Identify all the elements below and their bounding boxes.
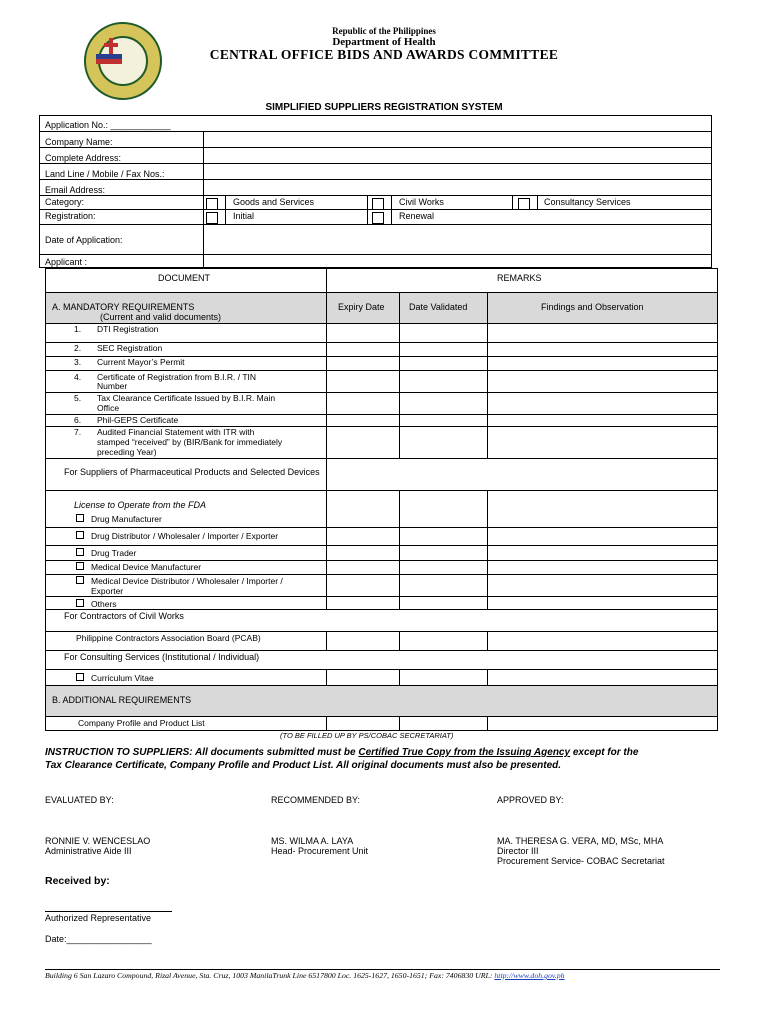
applicant-info-table [39,115,712,268]
mandatory-item-number: 6. [74,415,82,425]
civil-works-heading: For Contractors of Civil Works [64,611,184,621]
pcab-item: Philippine Contractors Association Board (PCAB) [76,633,261,643]
drug-trader-checkbox[interactable] [76,548,84,556]
approved-name: MA. THERESA G. VERA, MD, MSc, MHA [497,836,664,846]
mandatory-item: Audited Financial Statement with ITR with [97,427,255,437]
committee-line: CENTRAL OFFICE BIDS AND AWARDS COMMITTEE [209,47,559,62]
mandatory-item-continuation: Number [97,381,128,391]
mandatory-item: Current Mayor’s Permit [97,357,185,367]
evaluated-by-label: EVALUATED BY: [45,795,114,805]
republic-line: Republic of the Philippines [332,26,436,36]
mandatory-item-number: 7. [74,427,82,437]
footer-address-text: Building 6 San Lazaro Compound, Rizal Avenue, Sta. Cruz, 1003 ManilaTrunk Line 6517800 Loc. 1625-1627, 1650-1651; Fax: 7406830 URL: [45,971,495,980]
fda-item: Medical Device Manufacturer [91,562,202,572]
mandatory-item: Certificate of Registration from B.I.R. / TIN [97,372,257,382]
recommended-title: Head- Procurement Unit [271,846,369,856]
fda-license-heading: License to Operate from the FDA [74,500,207,510]
registration-label: Registration: [45,211,96,221]
mandatory-item-continuation: preceding Year) [97,447,157,457]
evaluated-name: RONNIE V. WENCESLAO [45,836,151,846]
medical-device-manufacturer-checkbox[interactable] [76,562,84,570]
system-title: SIMPLIFIED SUPPLIERS REGISTRATION SYSTEM [265,102,503,113]
goods-services-label: Goods and Services [233,197,315,207]
mandatory-item-number: 3. [74,357,82,367]
consultancy-checkbox[interactable] [518,198,530,210]
approved-by-label: APPROVED BY: [497,795,564,805]
fda-item: Medical Device Distributor / Wholesaler / Importer / [91,576,283,586]
initial-label: Initial [233,211,255,221]
section-b-heading: B. ADDITIONAL REQUIREMENTS [52,695,192,705]
section-a-subheading: (Current and valid documents) [100,312,222,322]
application-no-label: Application No.: ____________ [45,120,171,130]
landline-label: Land Line / Mobile / Fax Nos.: [45,169,165,179]
findings-header: Findings and Observation [541,302,644,312]
curriculum-vitae-item: Curriculum Vitae [91,673,154,683]
section-a-heading: A. MANDATORY REQUIREMENTS [52,302,195,312]
mandatory-item-continuation: Office [97,403,120,413]
remarks-column-header: REMARKS [497,273,542,283]
mandatory-item-continuation: stamped “received” by (BIR/Bank for immediately [97,437,283,447]
mandatory-item: SEC Registration [97,343,163,353]
fda-item: Drug Trader [91,548,137,558]
applicant-label: Applicant : [45,257,88,267]
consulting-heading: For Consulting Services (Institutional / Individual) [64,652,260,662]
instruction-text [45,746,735,759]
fda-item: Drug Distributor / Wholesaler / Importer / Exporter [91,531,279,541]
secretariat-note: (TO BE FILLED UP BY PS/COBAC SECRETARIAT) [280,731,454,740]
complete-address-label: Complete Address: [45,153,122,163]
received-by-label: Received by: [45,875,110,887]
renewal-label: Renewal [399,211,435,221]
curriculum-vitae-checkbox[interactable] [76,673,84,681]
date-of-application-label: Date of Application: [45,235,123,245]
expiry-date-header: Expiry Date [338,302,385,312]
drug-manufacturer-checkbox[interactable] [76,514,84,522]
mandatory-item-number: 5. [74,393,82,403]
email-label: Email Address: [45,185,106,195]
footer-address [45,971,565,980]
department-line: Department of Health [332,36,436,48]
others-checkbox[interactable] [76,599,84,607]
approved-title-2: Procurement Service- COBAC Secretariat [497,856,665,866]
medical-device-distributor-checkbox[interactable] [76,576,84,584]
authorized-representative-label: Authorized Representative [45,913,152,923]
instruction-line2: Tax Clearance Certificate, Company Profile and Product List. All original documents must also be presented. [45,760,562,771]
pharma-heading: For Suppliers of Pharmaceutical Products and Selected Devices [64,467,320,477]
category-label: Category: [45,197,85,207]
fda-item: Drug Manufacturer [91,514,162,524]
civil-works-checkbox[interactable] [372,198,384,210]
instruction-lead: INSTRUCTION TO SUPPLIERS: All documents submitted must be [45,747,359,758]
instruction-tail: except for the [570,747,639,758]
recommended-name: MS. WILMA A. LAYA [271,836,354,846]
mandatory-item-number: 1. [74,324,82,334]
document-column-header: DOCUMENT [158,273,210,283]
company-profile-item: Company Profile and Product List [78,718,205,728]
consultancy-label: Consultancy Services [544,197,631,207]
date-field: Date:_________________ [45,934,152,944]
fda-item-continuation: Exporter [91,586,124,596]
date-validated-header: Date Validated [409,302,468,312]
evaluated-title: Administrative Aide III [45,846,132,856]
civil-works-label: Civil Works [399,197,444,207]
doh-website-link[interactable]: http://www.doh.gov.ph [494,971,565,980]
approved-title: Director III [497,846,539,856]
instruction-underlined: Certified True Copy from the Issuing Agency [358,747,571,758]
drug-distributor-checkbox[interactable] [76,531,84,539]
mandatory-item: Phil-GEPS Certificate [97,415,179,425]
recommended-by-label: RECOMMENDED BY: [271,795,361,805]
goods-services-checkbox[interactable] [206,198,218,210]
mandatory-item: DTI Registration [97,324,159,334]
company-name-label: Company Name: [45,137,113,147]
mandatory-item-number: 2. [74,343,82,353]
mandatory-item-number: 4. [74,372,82,382]
fda-item: Others [91,599,117,609]
mandatory-item: Tax Clearance Certificate Issued by B.I.R. Main [97,393,276,403]
renewal-checkbox[interactable] [372,212,384,224]
initial-checkbox[interactable] [206,212,218,224]
